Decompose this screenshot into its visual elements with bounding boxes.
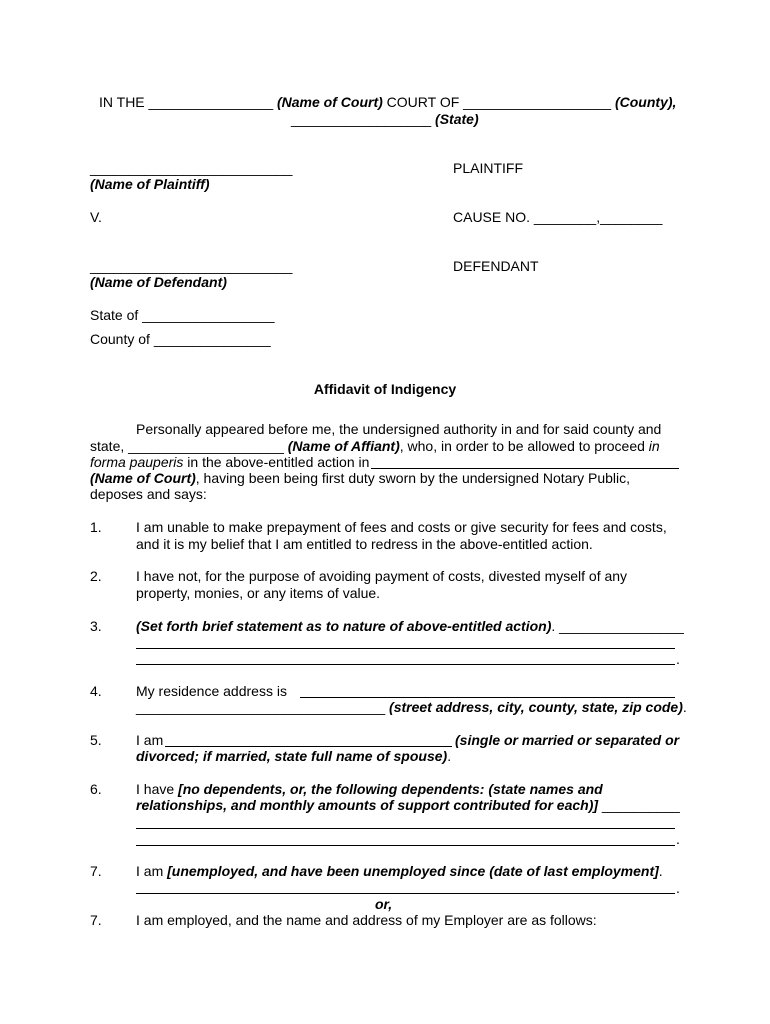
plaintiff-blank: __________________________ bbox=[90, 160, 293, 176]
blank-line bbox=[136, 893, 675, 894]
item-number: 1. bbox=[90, 519, 102, 535]
county-placeholder: (County), bbox=[614, 94, 677, 110]
plaintiff-role-label: PLAINTIFF bbox=[453, 160, 524, 176]
court-caption-line1: IN THE ________________ (Name of Court) COURT OF ___________________ (County), bbox=[99, 94, 677, 110]
intro-line-1: Personally appeared before me, the undersigned authority in and for said county and bbox=[136, 421, 662, 437]
item-5-line-2: divorced; if married, state full name of spouse). bbox=[136, 748, 452, 764]
item-number: 3. bbox=[90, 618, 102, 634]
item-7-line-1: I am [unemployed, and have been unemployed since (date of last employment]. bbox=[136, 863, 663, 879]
intro-line-3: forma pauperis in the above-entitled action in bbox=[90, 454, 374, 470]
intro-line-5: deposes and says: bbox=[90, 486, 207, 502]
versus-label: V. bbox=[90, 209, 102, 225]
cause-number-field: CAUSE NO. ________,________ bbox=[453, 209, 663, 225]
item-3-line-1: (Set forth brief statement as to nature of above-entitled action). ________________ bbox=[136, 618, 684, 634]
item-1-line-1: I am unable to make prepayment of fees and costs or give security for fees and costs, bbox=[136, 519, 667, 535]
marital-status-line bbox=[165, 746, 452, 747]
defendant-role-label: DEFENDANT bbox=[453, 258, 539, 274]
intro-line-2: state, ____________________ (Name of Affiant), who, in order to be allowed to proceed in bbox=[90, 438, 660, 454]
item-number: 6. bbox=[90, 781, 102, 797]
defendant-name-label: (Name of Defendant) bbox=[90, 274, 227, 290]
residence-address-line bbox=[300, 697, 675, 698]
item-2-line-2: property, monies, or any items of value. bbox=[136, 585, 381, 601]
item-number: 7. bbox=[90, 863, 102, 879]
item-number: 7. bbox=[90, 912, 102, 928]
item-4-line-1: My residence address is bbox=[136, 683, 291, 699]
document-title: Affidavit of Indigency bbox=[313, 381, 457, 397]
court-caption-line2: __________________ (State) bbox=[291, 111, 479, 127]
name-of-affiant-placeholder: (Name of Affiant) bbox=[287, 438, 400, 454]
court-name-underline bbox=[371, 468, 679, 469]
item-1-line-2: and it is my belief that I am entitled to redress in the above-entitled action. bbox=[136, 536, 593, 552]
item-5-line-1: I am bbox=[136, 732, 168, 748]
intro-line-4: (Name of Court), having been being first duty sworn by the undersigned Notary Public, bbox=[90, 470, 631, 486]
state-placeholder: (State) bbox=[435, 111, 479, 127]
county-of-field: County of _______________ bbox=[90, 331, 271, 347]
state-of-field: State of _________________ bbox=[90, 307, 275, 323]
item-5-line-1-hint: (single or married or separated or bbox=[455, 732, 680, 748]
blank-line bbox=[136, 845, 675, 846]
or-separator: or, bbox=[375, 896, 393, 912]
item-4-line-2: ________________________________ (street address, city, county, state, zip code). bbox=[136, 699, 687, 715]
blank-line bbox=[136, 648, 675, 649]
item-number: 4. bbox=[90, 683, 102, 699]
item-6-line-2: relationships, and monthly amounts of support contributed for each)] __________ bbox=[136, 797, 680, 813]
blank-line bbox=[136, 828, 675, 829]
item-7b-line-1: I am employed, and the name and address of my Employer are as follows: bbox=[136, 912, 597, 928]
blank-line bbox=[136, 664, 675, 665]
item-2-line-1: I have not, for the purpose of avoiding payment of costs, divested myself of any bbox=[136, 568, 628, 584]
plaintiff-name-label: (Name of Plaintiff) bbox=[90, 176, 210, 192]
item-number: 2. bbox=[90, 568, 102, 584]
item-number: 5. bbox=[90, 732, 102, 748]
document-page: IN THE ________________ (Name of Court) COURT OF ___________________ (County), __________________ (State) __________________________ (Name of Plaintiff) PLAINTIFF V. CAUSE NO. ________,________ __________________________ (Name of Defendant) DEFENDANT State of _________________ County of _______________ Affidavit of Indigency Personally appeared before me, the undersigned authority in and for said county and state, ____________________ (Name of Affiant), who, in order to be allowed to proceed in forma pauperis in the above-entitled action in (Name of Court), having been being first duty sworn by the undersigned Notary Public, deposes and says: 1. I am unable to make prepayment of fees and costs or give security for fees and costs, and it is my belief that I am entitled to redress in the above-entitled action. 2. I have not, for the purpose of avoiding payment of costs, divested myself of any property, monies, or any items of value. 3. (Set forth brief statement as to nature of above-entitled action). ________________ . 4. My residence address is ________________________________ (street address, city, county, state, zip code). 5. I am (single or married or separated or divorced; if married, state full name of spouse). 6. I have [no dependents, or, the following dependents: (state names and relationships, and monthly amounts of support contributed for each)] __________ . 7. I am [unemployed, and have been unemployed since (date of last employment]. . or, 7. I am employed, and the name and address of my Employer are as follows: bbox=[0, 0, 770, 1024]
item-6-line-1: I have [no dependents, or, the following dependents: (state names and bbox=[136, 781, 603, 797]
name-of-court-placeholder: (Name of Court) bbox=[277, 94, 383, 110]
defendant-blank: __________________________ bbox=[90, 258, 293, 274]
